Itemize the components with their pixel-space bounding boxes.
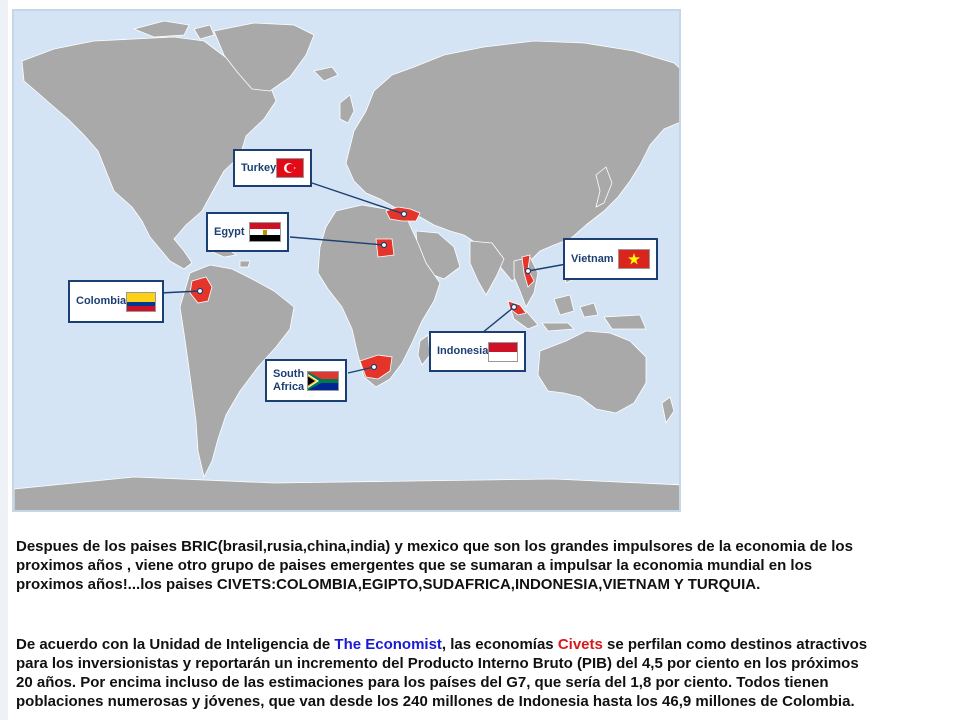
callout-vietnam: [563, 238, 658, 280]
label-vietnam: Vietnam: [571, 252, 614, 265]
label-colombia: Colombia: [76, 295, 127, 307]
paragraph-2: [16, 635, 960, 711]
callout-south-africa: [265, 359, 347, 402]
antarctica-landmass: [14, 477, 681, 512]
flag-vietnam-icon: [618, 249, 650, 269]
paragraph-2-line-3: 20 años. Por encima incluso de las estimaciones para los países del G7, que sería del 1,8 por ciento. Todos tienen: [16, 674, 829, 691]
flag-egypt-icon: [249, 222, 281, 242]
paragraph-1-line-2: proximos años , viene otro grupo de paises emergentes que se sumaran a impulsar la economia mundial en los: [16, 557, 813, 574]
callout-egypt: [206, 212, 289, 252]
paragraph-1: [16, 537, 960, 594]
civets-highlight: Civets: [557, 636, 603, 653]
callout-turkey: [233, 149, 312, 187]
label-south-africa-line1: South: [273, 367, 305, 380]
paragraph-2-line-2: para los inversionistas y reportarán un incremento del Producto Interno Bruto (PIB) del 4,5 por ciento en los próximos: [16, 655, 859, 672]
flag-turkey-icon: [276, 158, 304, 178]
highlight-egypt: [376, 239, 394, 257]
flag-indonesia-icon: [488, 342, 518, 362]
paragraph-2-line-1-b: , las economías: [441, 636, 558, 653]
flag-colombia-icon: [126, 292, 156, 312]
label-turkey: Turkey: [241, 161, 277, 174]
paragraph-1-line-1: Despues de los paises BRIC(brasil,rusia,china,india) y mexico que son los grandes impulsores de la economia de los: [16, 538, 853, 555]
page-left-strip: [0, 0, 8, 720]
label-egypt: Egypt: [214, 225, 245, 238]
paragraph-1-line-3: proximos años!...los paises CIVETS:COLOMBIA,EGIPTO,SUDAFRICA,INDONESIA,VIETNAM Y TURQUIA.: [16, 576, 761, 593]
label-south-africa-line2: Africa: [273, 380, 305, 393]
paragraph-2-line-1: [16, 635, 960, 654]
callout-indonesia: [429, 331, 526, 372]
label-indonesia: Indonesia: [437, 345, 489, 357]
callout-colombia: [68, 280, 164, 323]
paragraph-2-line-4: poblaciones numerosas y jóvenes, que van desde los 240 millones de Indonesia hasta los 46,9 millones de Colombia.: [16, 693, 855, 710]
paragraph-2-line-1-c: se perfilan como destinos atractivos: [602, 636, 868, 653]
label-south-africa: [273, 368, 304, 394]
flag-south-africa-icon: [307, 371, 339, 391]
the-economist-link[interactable]: The Economist: [334, 636, 442, 653]
paragraph-2-line-1-a: De acuerdo con la Unidad de Inteligencia de: [16, 636, 335, 653]
